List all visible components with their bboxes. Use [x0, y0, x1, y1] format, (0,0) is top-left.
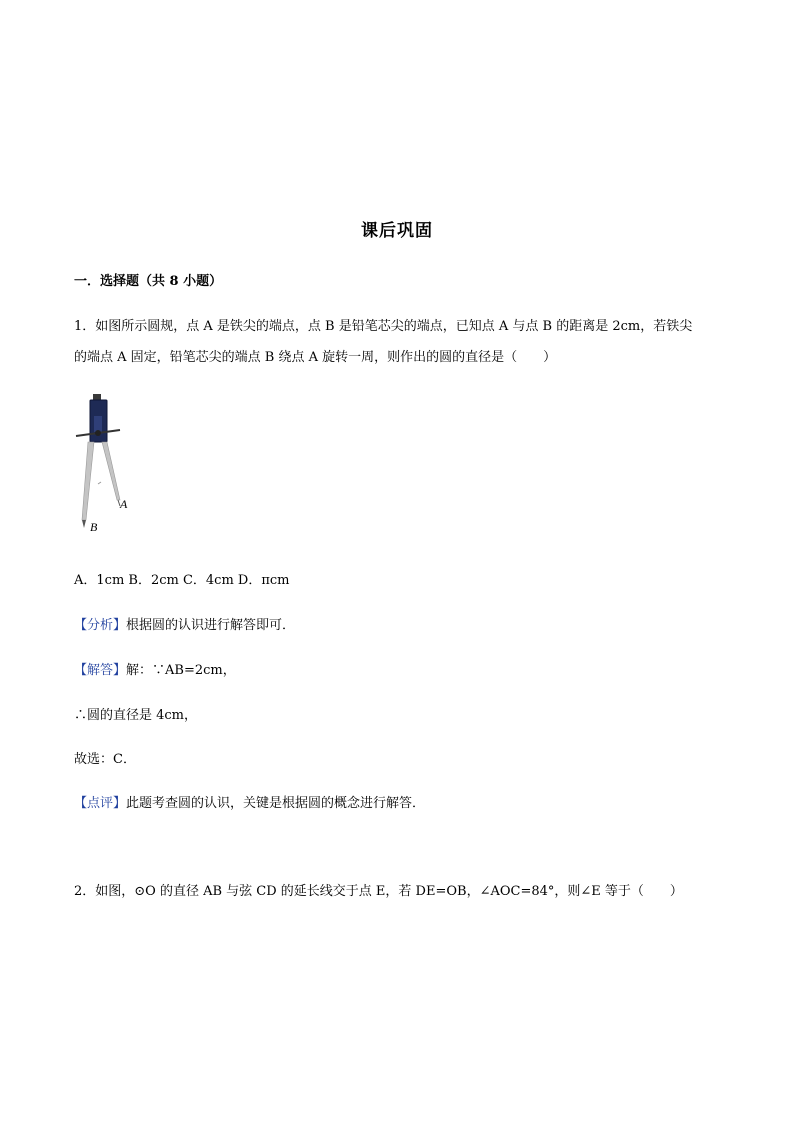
- question-1-options: A．1cm B．2cm C．4cm D．πcm: [74, 573, 290, 588]
- comment-text: 此题考查圆的认识，关键是根据圆的概念进行解答．: [126, 796, 426, 811]
- compass-leg-right: [102, 442, 120, 500]
- label-a: A: [120, 497, 128, 511]
- answer-tag: 【解答】: [74, 663, 127, 678]
- pencil-tip: [82, 520, 86, 528]
- question-2-text: 2．如图，⊙O 的直径 AB 与弦 CD 的延长线交于点 E，若 DE=OB，∠AOC=84°，则∠E 等于（ ）: [74, 884, 683, 899]
- comment-tag: 【点评】: [74, 796, 127, 811]
- question-1-line-1: 1．如图所示圆规，点 A 是铁尖的端点，点 B 是铅笔芯尖的端点，已知点 A 与点 B 的距离是 2cm，若铁尖: [74, 319, 693, 334]
- label-b: B: [90, 520, 98, 534]
- section-heading: 一．选择题（共 8 小题）: [74, 274, 223, 289]
- compass-figure: [70, 392, 150, 537]
- answer-text: 解：∵AB=2cm，: [126, 663, 236, 678]
- page-title: 课后巩固: [361, 221, 433, 241]
- question-1-line-2: 的端点 A 固定，铅笔芯尖的端点 B 绕点 A 旋转一周，则作出的圆的直径是（ ）: [74, 350, 557, 365]
- compass-leg-left: [82, 442, 94, 520]
- compass-handle: [93, 394, 101, 400]
- analysis-text: 根据圆的认识进行解答即可．: [126, 618, 296, 633]
- question-1-comment: [74, 792, 425, 811]
- question-1-answer: [74, 659, 236, 678]
- question-1-step-1: ∴圆的直径是 4cm，: [74, 708, 198, 723]
- question-1-step-2: 故选：C．: [74, 752, 136, 767]
- analysis-tag: 【分析】: [74, 618, 127, 633]
- question-1-analysis: [74, 614, 295, 633]
